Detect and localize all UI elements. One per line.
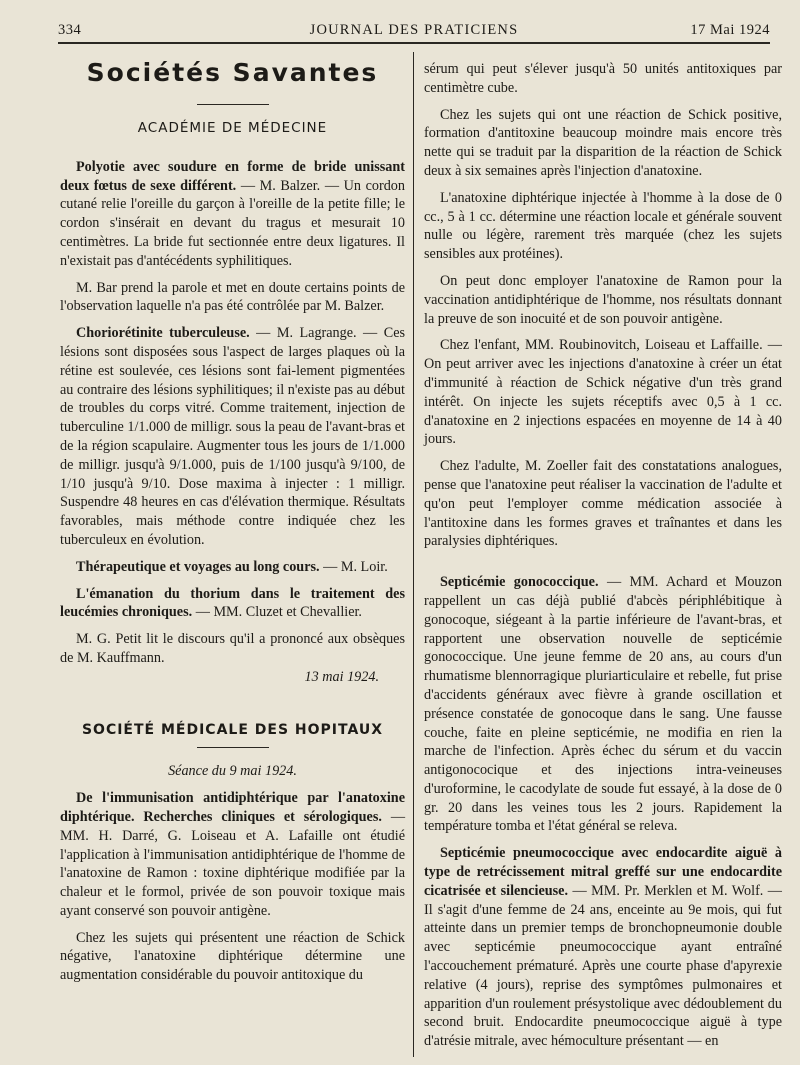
section-title-societe-medicale: SOCIÉTÉ MÉDICALE DES HOPITAUX [81,721,384,738]
header-rule [58,42,770,44]
article-septicemie-pneumococcique [424,844,782,1051]
article-paragraph: Chez les sujets qui présentent une réaction de Schick négative, l'anatoxine diphtérique détermine une augmentation considérable du pouvoir antitoxique du [60,929,405,984]
journal-title: JOURNAL DES PRATICIENS [309,22,519,38]
article-immunisation [60,789,405,921]
article-heading: L'émanation du thorium dans le traitement des leucémies chroniques. [60,585,405,621]
seance-date: Séance du 9 mai 1924. [168,763,297,780]
issue-date: 17 Mai 1924 [690,22,770,38]
article-text: — MM. Pr. Merklen et M. Wolf. — Il s'agit d'une femme de 24 ans, enceinte au 9e mois, qui fut atteinte dans un premier temps de bronchopneumonie double avec septicémie pneumococcique ayant entraîné l'accouchement prématuré. Après une courte phase d'apyrexie relative (4 jours), reprise des symptômes pulmonaires et apparition d'un roulement présystolique avec dédoublement du second bruit. Endocardite pneumococcique aiguë à type d'atrésie mitrale, avec hémoculture présentant — en [424,882,782,1050]
article-discours: M. G. Petit lit le discours qu'il a prononcé aux obsèques de M. Kauffmann. [60,631,405,666]
section-title-academie: ACADÉMIE DE MÉDECINE [137,120,328,136]
article-paragraph: Chez l'adulte, M. Zoeller fait des constatations analogues, pense que l'anatoxine peut réaliser la vaccination de l'adulte et qu'on peut l'employer comme médication associée à l'antitoxine dans les formes graves et traînantes et dans les paralysies diphtériques. [424,458,782,550]
article-paragraph: Chez les sujets qui ont une réaction de Schick positive, formation d'antitoxine beaucoup moindre mais encore très nette qui se traduit par la disparition de la réaction de Schick deux à six semaines après l'injection d'anatoxine. [424,106,782,179]
article-text: — MM. H. Darré, G. Loiseau et A. Lafaille ont étudié l'application à l'immunisation antidiphtérique de l'homme de l'anatoxine de Ramon : toxine diphtérique modifiée par la chaleur et le formol, privée de son pouvoir toxique mais ayant conservé son pouvoir antigène. [60,808,405,919]
article-heading: Septicémie pneumococcique avec endocardite aiguë à type de retrécissement mitral greffé sur une endocardite cicatrisée et silencieuse. [424,845,782,899]
article-paragraph: sérum qui peut s'élever jusqu'à 50 unités antitoxiques par centimètre cube. [424,61,782,96]
article-heading: Polyotie avec soudure en forme de bride unissant deux fœtus de sexe différent. [60,158,405,194]
title-rule [197,104,269,105]
column-divider [413,52,414,1057]
article-heading: Septicémie gonococcique. [440,574,599,591]
article-author: — M. Lagrange. — [256,325,378,342]
article-polyotie [60,158,405,271]
section-rule [197,747,269,748]
article-text: — MM. Achard et Mouzon rappellent un cas déjà publié d'abcès périphlébitique à gonocoque, siégeant à la partie inférieure de l'avant-bras, et rapportent une observation nouvelle de septicémie gonococcique. Une jeune femme de 20 ans, au cours d'un rhumatisme blennorragique pluriarticulaire et rebelle, fut prise d'accidents généraux avec fièvre à grande oscillation et présence constatée de gonocoque dans le sang. Une fausse couche, faite en pleine septicémie, ne modifia en rien la marche de l'infection. Après échec du sérum et du vaccin antigonococique et des injections intra-veineuses d'uroformine, le cacodylate de soude fut essayé, à la dose de 0 gr. 20 dans les veines tous les 2 jours. Rapidement la température tomba et l'état général se releva. [424,574,783,835]
article-paragraph: Chez l'enfant, MM. Roubinovitch, Loiseau et Laffaille. — On peut arriver avec les injections d'anatoxine à créer un état d'immunité à réaction de Schick négative d'un très grand intérêt. On injecte les sujets réceptifs avec 0,5 à 1 cc. d'anatoxine en 2 injections espacées en moyenne de 14 à 40 jours. [424,337,782,448]
article-paragraph: L'anatoxine diphtérique injectée à l'homme à la dose de 0 cc., 5 à 1 cc. détermine une réaction locale et générale souvent nulle ou légère, rarement très marquée (chez les sujets sensibles aux protéines). [424,189,782,263]
article-text: Ces lésions sont disposées sous l'aspect de larges plaques où la rétine est soulevée, ces lésions sont fai-lement pigmentées au contraire des lésions syphilitiques; il n'existe pas au début de troubles du corps vitré. Comme traitement, injection de tuberculine 1/1.000 de milligr. sous la peau de l'avant-bras et de la région scapulaire. Augmenter tous les jours de 1/1.000 de milligr. jusqu'à 9/1.000, puis de 1/100 jusqu'à 9/100, de 1/10 jusqu'à 9/10. Dose maxima à injecter : 1 milligr. Suspendre 48 heures en cas d'élévation thermique. Résultats favorables, mais méthode contre indiquée chez les tuberculeux en évolution. [60,325,406,548]
right-column [424,60,782,1051]
article-septicemie-gonococcique [424,573,782,836]
article-discussion: M. Bar prend la parole et met en doute certains points de l'observation laquelle n'a pas été contrôlée par M. Balzer. [60,279,405,315]
article-heading: De l'immunisation antidiphtérique par l'anatoxine diphtérique. Recherches cliniques et sérologiques. [60,790,405,825]
article-author: — M. Balzer. — [240,177,340,194]
article-heading: Thérapeutique et voyages au long cours. [76,558,320,575]
article-author: — MM. Cluzet et Chevallier. [195,604,362,621]
left-column [60,58,405,985]
article-choriorétinite [60,324,405,550]
page-number: 334 [58,22,82,38]
page-title: Sociétés Savantes [86,58,379,87]
session-date: 13 mai 1924. [304,668,379,685]
article-text: Un cordon cutané relie l'oreille du garçon à l'oreille de la petite fille; le cordon s'insérait en devant du tragus et mesurait 10 centimètres. La bride fut sectionnée entre deux ligatures. Il n'existait pas d'antécédents syphilitiques. [60,177,405,269]
article-thorium [60,585,405,623]
article-therapeutique [60,558,405,577]
article-paragraph: On peut donc employer l'anatoxine de Ramon pour la vaccination antidiphtérique de l'homme, nos résultats donnant la preuve de son inocuité et de son pouvoir antigène. [424,272,782,327]
article-author: — M. Loir. [323,558,388,575]
running-head [58,22,770,42]
article-heading: Choriorétinite tuberculeuse. [76,325,250,342]
